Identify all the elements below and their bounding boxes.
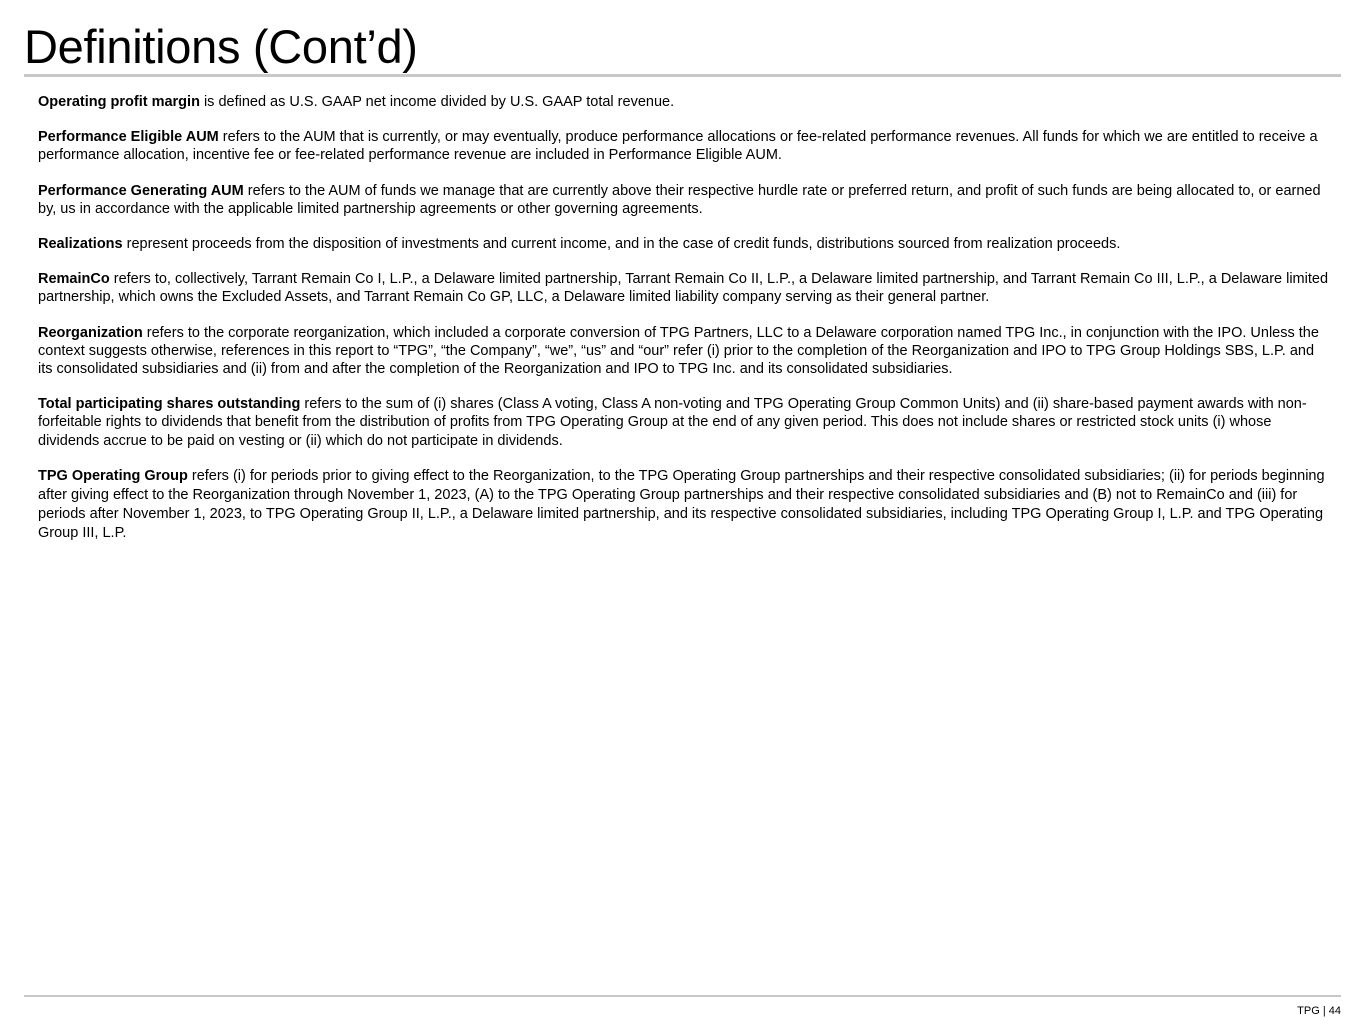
definition-tpg-operating-group	[38, 467, 1330, 543]
definitions-list	[38, 93, 1330, 560]
footer-divider	[24, 995, 1341, 997]
definition-performance-generating-aum	[38, 182, 1330, 218]
definition-text: refers (i) for periods prior to giving effect to the Reorganization, to the TPG Operating Group partnerships and their respective consolidated subsidiaries; (ii) for periods beginning after giving effect to the Reorganization through November 1, 2023, (A) to the TPG Operating Group partnerships and their respective consolidated subsidiaries and (B) not to RemainCo and (iii) for periods after November 1, 2023, to TPG Operating Group II, L.P., a Delaware limited partnership, and its respective consolidated subsidiaries, including TPG Operating Group I, L.P. and TPG Operating Group III, L.P.	[38, 467, 1325, 541]
definition-term: Total participating shares outstanding	[38, 396, 301, 413]
definition-text: is defined as U.S. GAAP net income divided by U.S. GAAP total revenue.	[199, 94, 675, 110]
definition-text: refers to the AUM of funds we manage that are currently above their respective hurdle rate or preferred return, and profit of such funds are being allocated to, or earned by, us in accordance with the applicable limited partnership agreements or other governing agreements.	[38, 182, 1321, 217]
definition-reorganization	[38, 324, 1330, 379]
definition-term: Performance Eligible AUM	[38, 129, 219, 146]
definition-term: RemainCo	[38, 271, 110, 288]
definition-text: refers to the AUM that is currently, or may eventually, produce performance allocations or fee-related performance revenues. All funds for which we are entitled to receive a performance allocation, incentive fee or fee-related performance revenue are included in Performance Eligible AUM.	[38, 129, 1318, 164]
page-title: Definitions (Cont’d)	[24, 20, 418, 73]
definition-realizations	[38, 235, 1330, 253]
title-divider	[24, 74, 1341, 77]
definition-text: represent proceeds from the disposition of investments and current income, and in the case of credit funds, distributions sourced from realization proceeds.	[122, 236, 1121, 253]
definition-text: refers to, collectively, Tarrant Remain Co I, L.P., a Delaware limited partnership, Tarrant Remain Co II, L.P., a Delaware limited partnership, and Tarrant Remain Co III, L.P., a Delaware limited partnership, which owns the Excluded Assets, and Tarrant Remain Co GP, LLC, a Delaware limited liability company serving as their general partner.	[38, 271, 1329, 306]
definition-term: Operating profit margin	[38, 94, 200, 110]
definition-text: refers to the corporate reorganization, which included a corporate conversion of TPG Partners, LLC to a Delaware corporation named TPG Inc., in conjunction with the IPO. Unless the context suggests otherwise, references in this report to “TPG”, “the Company”, “we”, “us” and “our” refer (i) prior to the completion of the Reorganization and IPO to TPG Group Holdings SBS, L.P. and its consolidated subsidiaries and (ii) from and after the completion of the Reorganization and IPO to TPG Inc. and its consolidated subsidiaries.	[38, 324, 1319, 378]
page-footer: TPG | 44	[1297, 1005, 1341, 1017]
definition-total-participating-shares	[38, 395, 1330, 450]
definition-term: Performance Generating AUM	[38, 182, 244, 199]
definition-performance-eligible-aum	[38, 128, 1330, 164]
definition-term: Realizations	[38, 236, 123, 253]
definition-operating-profit-margin	[38, 93, 1330, 111]
definition-term: Reorganization	[38, 324, 143, 341]
definition-remainco	[38, 270, 1330, 306]
definition-text: refers to the sum of (i) shares (Class A voting, Class A non-voting and TPG Operating Group Common Units) and (ii) share-based payment awards with non-forfeitable rights to dividends that benefit from the distribution of profits from TPG Operating Group at the end of any given period. This does not include shares or restricted stock units (i) whose dividends accrue to be paid on vesting or (ii) which do not participate in dividends.	[38, 396, 1307, 449]
definition-term: TPG Operating Group	[38, 467, 188, 484]
